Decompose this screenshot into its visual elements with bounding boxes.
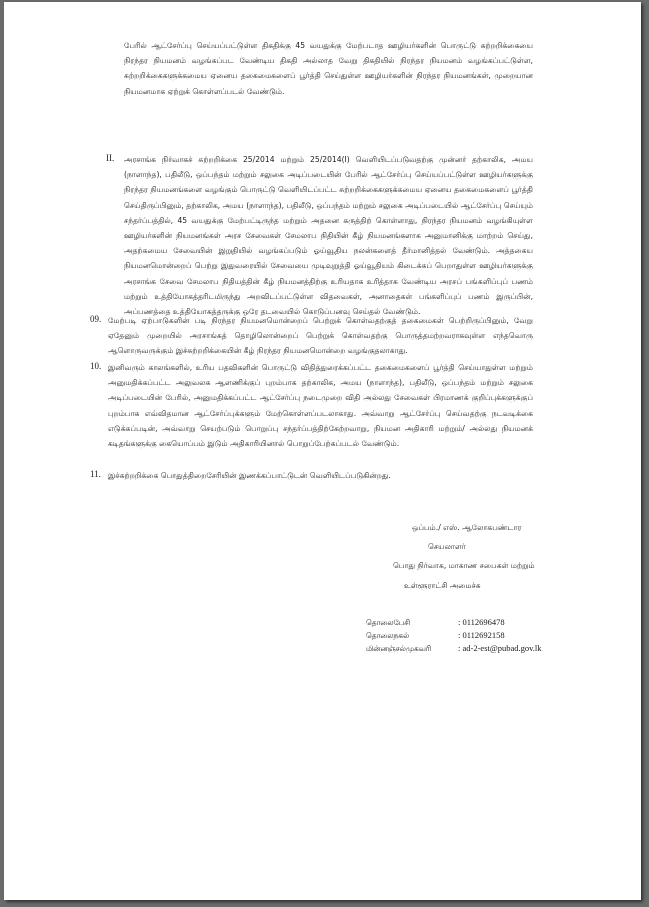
section-11-number: 11. [90,469,101,479]
intro-paragraph: பேரில் ஆட்சேர்ப்பு செய்யப்பட்டுள்ள திகதிக்கு 45 வயதுக்கு மேற்படாத ஊழியர்களின் பொருட்டு சுற்றறிக்கையை நிரந்தர நியமனம் வழங்கப்பட வேண்டிய திகதி அல்லாத வேறு திகதியில் நிரந்தர நியமனம் வழங்கப்பட்டுள்ள, சுற்றறிக்கைகளுக்கமைய ஏனைய தகைமைகளைப் பூர்த்தி செய்துள்ள ஊழியர்களின் நிரந்தர நியமனங்கள், முறையான நியமனமாக ஏற்றுக் கொள்ளப்படல் வேண்டும். [124,41,533,96]
contact-phone-label: தொலைபேசி [366,618,411,627]
section-ii-paragraph: அரசாங்க நிர்வாகச் சுற்றறிக்கை 25/2014 மற்றும் 25/2014(I) வெளியிடப்படுவதற்கு முன்னர் தற்காலிக, அமய (நாளாந்த), பதிலீடு, ஒப்பந்தம் மற்றும் சலுகை அடிப்படையின் பேரில் ஆட்சேர்ப்பு செய்யப்பட்டுள்ள ஊழியர்களுக்கு நிரந்தர நியமனங்களை வழங்கும் பொருட்டு வெளியிடப்பட்ட சுற்றறிக்கைகளுக்கமைய ஏனைய தகைமைகளைப் பூர்த்தி செய்திருப்பினும், தற்காலிக, அமய (நாளாந்த), பதிலீடு, ஒப்பந்தம் மற்றும் சலுகை அடிப்படையில் ஆட்சேர்ப்பு செய்யும் சந்தர்ப்பத்தில், 45 வயதுக்கு மேற்பட்டிருந்த மற்றும் அதனை கருத்திற் கொள்ளாது, நிரந்தர நியமனம் வழங்கியுள்ள ஊழியர்களின் நியமனங்கள் அரச சேவைகள் சேமலாப நிதியின் கீழ் நியமனங்களாக அனுமானிக்கு மாற்றம் செய்து, அதற்கமைய சேவையின் இறுதியில் வழங்கப்படும் ஓய்வூதிய நலன்களைத் தீர்மானித்தல் வேண்டும். அத்தகைய நியமனமொன்றைப் பெற்று இதுவரையில் சேவையை முடிவுறுத்தி ஓய்வூதியம் கிடைக்கப் பெறாதுள்ள ஊழியர்களுக்கு அரசாங்க சேவை சேமலாப நிதியத்தின் கீழ் நியமனத்திற்கு உரியதாக உரித்தாக வேண்டிய அரசப் பங்களிப்புப் பணம் மற்றும் உத்தியோகத்தரிடமிருந்து அறவிடப்பட்டுள்ள விதவைகள், அனாதைகள் பங்களிப்புப் பணம் இருப்பின், அப்பணத்தை உத்தியோகத்தருக்கு ஒரே தடவையில் கொடுப்பனவு செய்தல் வேண்டும். [124,155,533,317]
section-10-paragraph: இனிவரும் காலங்களில், உரிய பதவிகளின் பொருட்டு விதித்துரைக்கப்பட்ட தகைமைகளைப் பூர்த்தி செய்யாதுள்ள மற்றும் அனுமதிக்கப்பட்ட அலுவலக ஆளணிக்குப் புறம்பாக தற்காலிக, அமய (நாளாந்த), பதிலீடு, ஒப்பந்தம் மற்றும் சலுகை அடிப்படையின் பேரில், அனுமதிக்கப்பட்ட ஆட்சேர்ப்பு நடைமுறை விதி அல்லது சேவைகள் பிரமாணக் குறிப்புக்களுக்குப் புறம்பாக எவ்விதமான ஆட்சேர்ப்புக்களும் மேற்கொள்ளப்படலாகாது. அவ்வாறு ஆட்சேர்ப்பு செய்வதற்கு நடவடிக்கை எடுக்கப்படின், அவ்வாறு செயற்படும் பொறுப்பு சந்தர்ப்பத்திற்கேற்றவாறு, நியமன அதிகாரி மற்றும்/ அல்லது நியமனக் கடிதங்களுக்கு கையொப்பம் இடும் அதிகாரியினால் பொறுப்பேற்கப்படல் வேண்டும். [108,363,533,449]
contact-fax [366,629,505,643]
contact-phone-value: : 0112696478 [458,617,505,627]
signature-ministry-line1: பொது நிர்வாக, மாகாண சபைகள் மற்றும் [393,561,535,570]
signature-ministry-line2: உள்ளூராட்சி அமைச்சு [404,581,481,590]
contact-email-value: : ad-2-est@pubad.gov.lk [458,643,542,653]
section-ii-number: II. [106,153,115,163]
contact-fax-value: : 0112692158 [458,630,505,640]
section-09-number: 09. [90,314,102,324]
contact-email [366,642,542,656]
contact-phone [366,616,505,630]
contact-email-label: மின்னஞ்சல்முகவரி [366,644,432,653]
contact-fax-label: தொலைநகல் [366,631,410,640]
signature-title: செயலாளர் [428,542,466,551]
section-11-paragraph: இச்சுற்றறிக்கை பொதுத்திறைசேரியின் இணக்கப்பாட்டுடன் வெளியிடப்படுகின்றது. [108,471,391,480]
signature-signed: ஒப்பம்./ எஸ். ஆலோகபண்டார [412,523,522,532]
section-09-paragraph: மேற்படி ஏற்பாடுகளின் படி நிரந்தர நியமனமொன்றைப் பெற்றுக் கொள்வதற்குத் தகைமைகள் பெற்றிருப்பினும், வேறு ஏதேனும் முறையில் அரசாங்கத் தொழிலொன்றைப் பெற்றுக் கொள்வதற்கு பொருத்தமற்றவராகவுள்ள எந்தவொரு ஆளொருவருக்கும் இச்சுற்றறிக்கையின் கீழ் நிரந்தர நியமனமொன்றை வழங்குதலாகாது. [108,316,533,356]
document-page [4,2,641,900]
section-10-number: 10. [90,361,102,371]
